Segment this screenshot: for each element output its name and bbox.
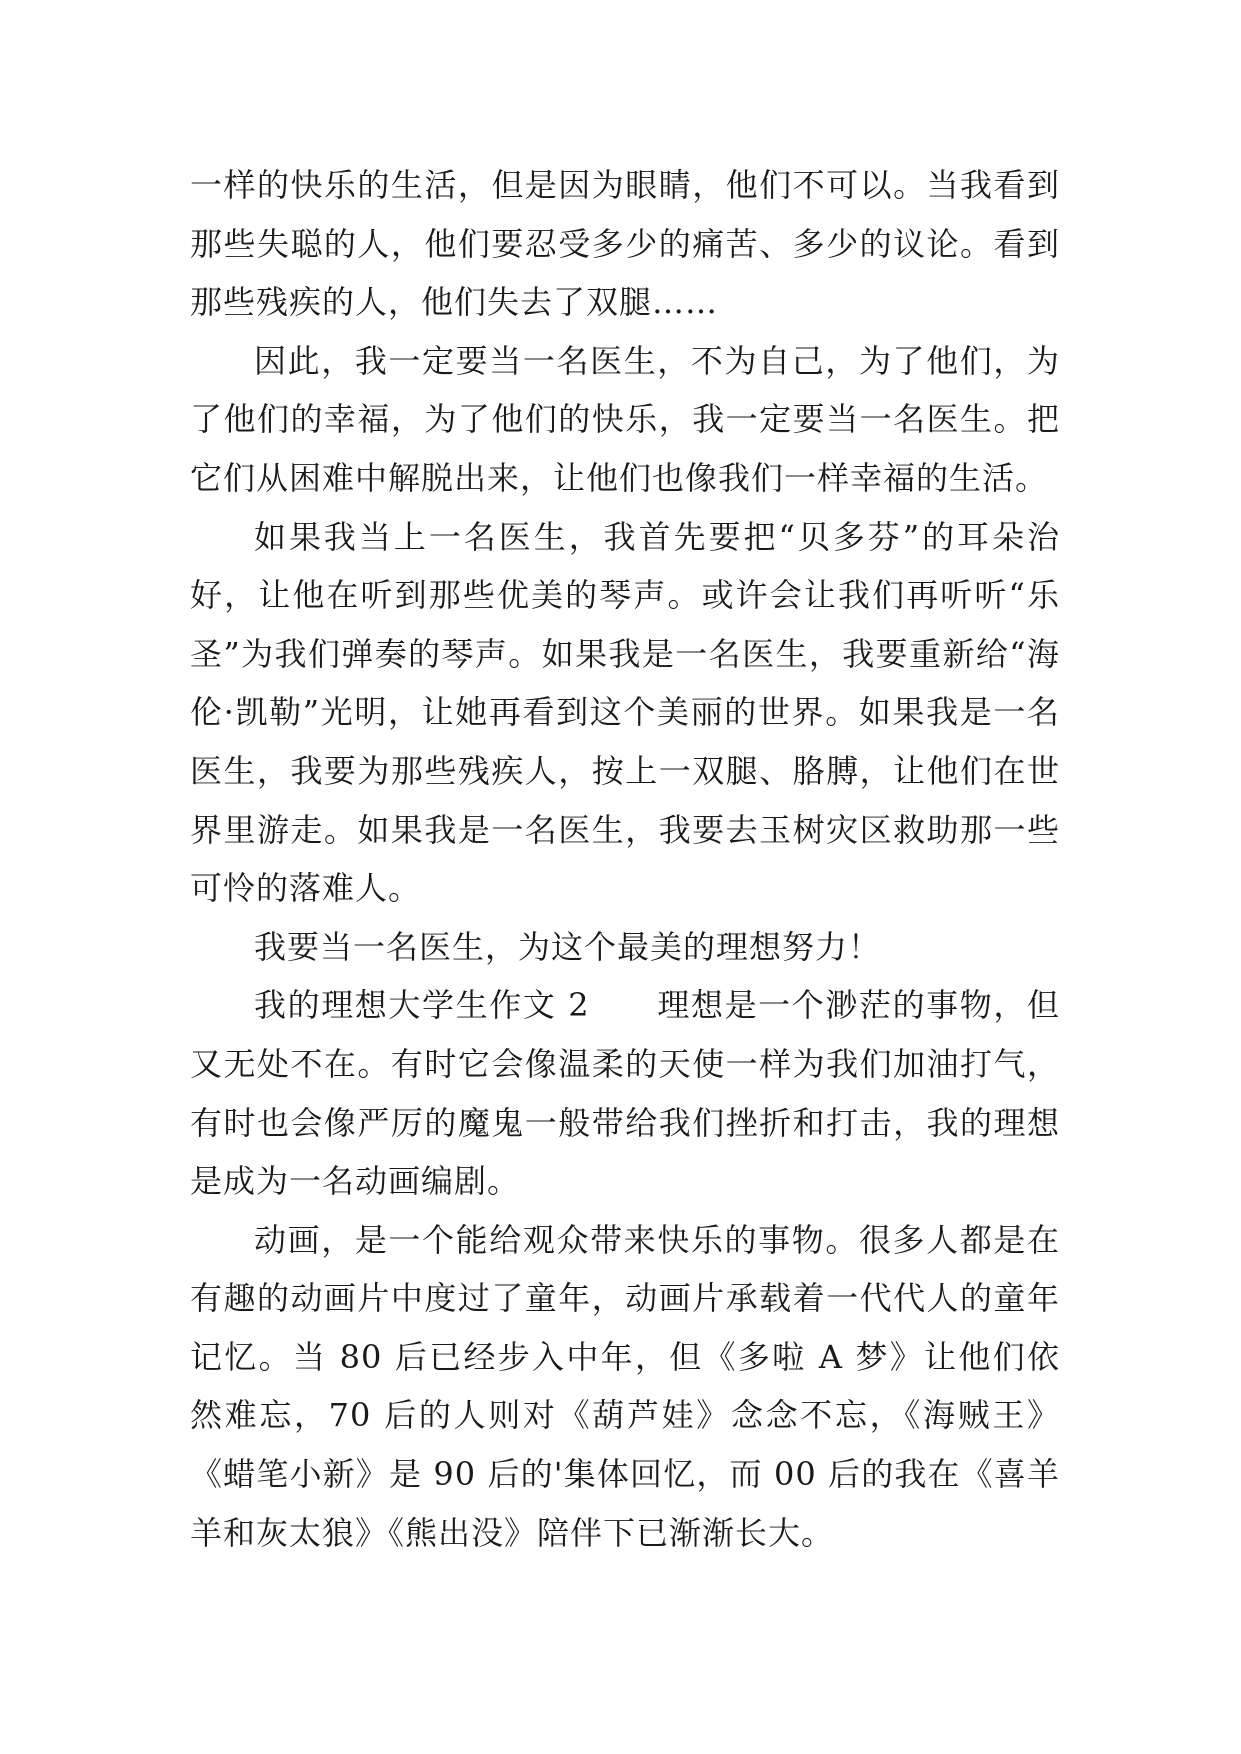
paragraph-3: 如果我当上一名医生，我首先要把“贝多芬”的耳朵治好，让他在听到那些优美的琴声。或许会让我们再听听“乐圣”为我们弹奏的琴声。如果我是一名医生，我要重新给“海伦·凯勒”光明，让她再看到这个美丽的世界。如果我是一名医生，我要为那些残疾人，按上一双腿、胳膊，让他们在世界里游走。如果我是一名医生，我要去玉树灾区救助那一些可怜的落难人。 xyxy=(190,517,1060,908)
paragraph-6: 动画，是一个能给观众带来快乐的事物。很多人都是在有趣的动画片中度过了童年，动画片承载着一代代人的童年记忆。当 80 后已经步入中年，但《多啦 A 梦》让他们依然难忘，70 后的人则对《葫芦娃》念念不忘，《海贼王》《蜡笔小新》是 90 后的'集体回忆，而 00 后的我在《喜羊羊和灰太狼》《熊出没》陪伴下已渐渐长大。 xyxy=(190,1220,1060,1552)
paragraph-4: 我要当一名医生，为这个最美的理想努力！ xyxy=(254,927,882,966)
document-body xyxy=(190,156,1060,1562)
paragraph-2: 因此，我一定要当一名医生，不为自己，为了他们，为了他们的幸福，为了他们的快乐，我一定要当一名医生。把它们从困难中解脱出来，让他们也像我们一样幸福的生活。 xyxy=(190,341,1060,497)
paragraph-1: 一样的快乐的生活，但是因为眼睛，他们不可以。当我看到那些失聪的人，他们要忍受多少的痛苦、多少的议论。看到那些残疾的人，他们失去了双腿…… xyxy=(190,166,1060,322)
paragraph-5: 我的理想大学生作文 2 理想是一个渺茫的事物，但又无处不在。有时它会像温柔的天使一样为我们加油打气，有时也会像严厉的魔鬼一般带给我们挫折和打击，我的理想是成为一名动画编剧。 xyxy=(190,986,1060,1201)
